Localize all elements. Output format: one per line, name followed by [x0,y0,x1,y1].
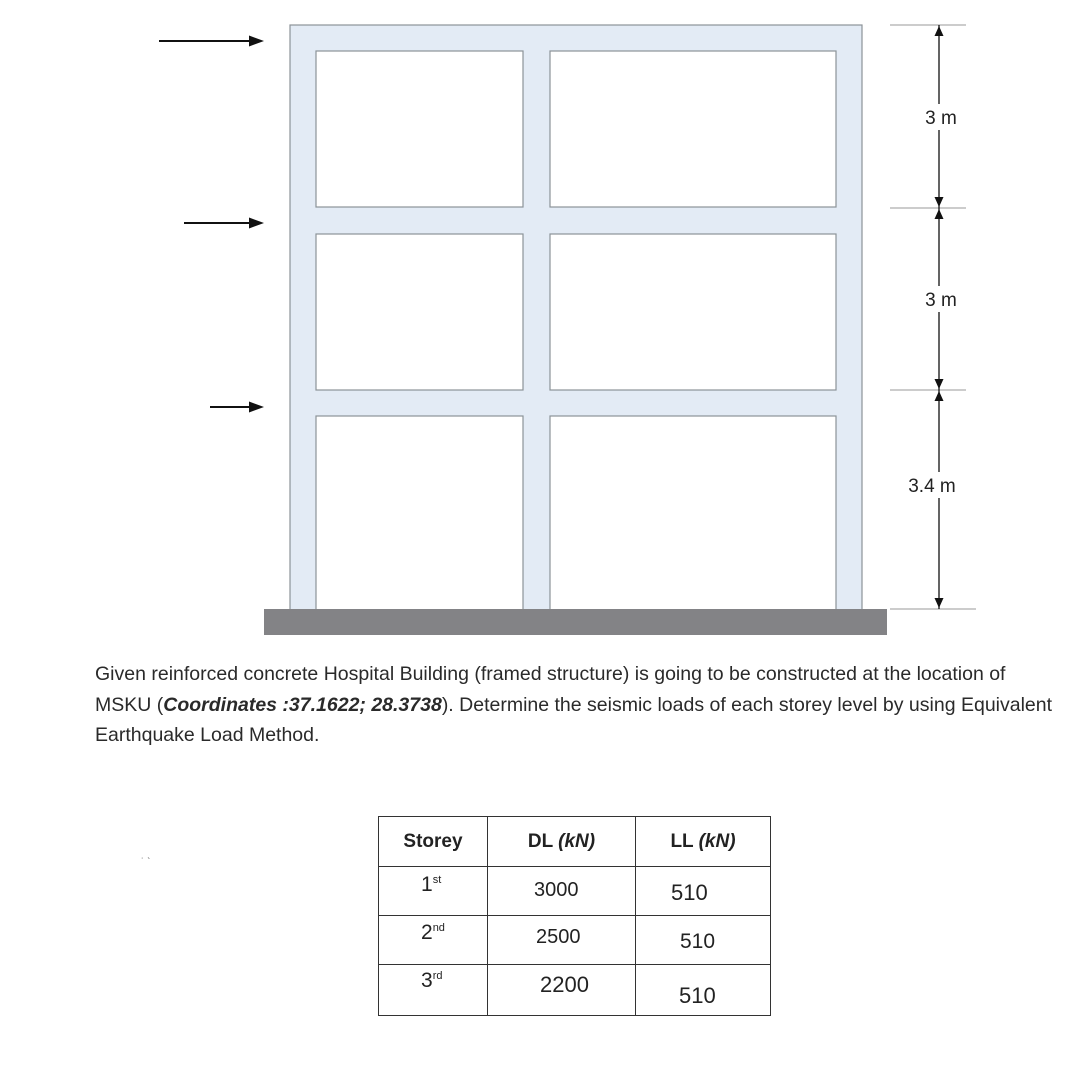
problem-statement [95,659,1055,751]
header-ll: LL (kN) [636,817,771,867]
opening-mid-right [550,234,836,390]
table-row [379,916,771,965]
dimension-label-bottom: 3.4 m [908,476,956,497]
storey-cell: 1st [379,867,488,916]
storey-load-table [378,816,771,1016]
table-row [379,965,771,1016]
opening-top-right [550,51,836,207]
opening-mid-left [316,234,523,390]
load-arrow-level-1 [210,402,264,413]
load-arrow-roof [159,36,264,47]
frame-openings [316,51,836,616]
dimension-label-top: 3 m [925,108,957,129]
lateral-load-arrows [159,36,264,413]
dl-cell: 3000 [488,867,636,916]
header-storey: Storey [379,817,488,867]
problem-outro: ). Determine the seismic loads of each storey level by using Equivalent Earthquake Load Method. [95,693,1053,746]
opening-bot-right [550,416,836,616]
dimension-label-middle: 3 m [925,290,957,311]
storey-cell: 3rd [379,965,488,1016]
ll-cell: 510 [636,965,771,1016]
opening-bot-left [316,416,523,616]
stray-mark: ˙ ˋ [141,857,151,868]
opening-top-left [316,51,523,207]
ll-cell: 510 [636,916,771,965]
table-header-row [379,817,771,867]
foundation [264,609,887,635]
load-arrow-level-2 [184,218,264,229]
dl-cell: 2500 [488,916,636,965]
coordinates: Coordinates :37.1622; 28.3738 [163,693,442,716]
dl-cell: 2200 [488,965,636,1016]
problem-intro: Given reinforced concrete Hospital Building (framed structure) is going to be constructed at the location of MSKU ( [95,663,1006,716]
header-dl: DL (kN) [488,817,636,867]
storey-cell: 2nd [379,916,488,965]
ll-cell: 510 [636,867,771,916]
table-row [379,867,771,916]
